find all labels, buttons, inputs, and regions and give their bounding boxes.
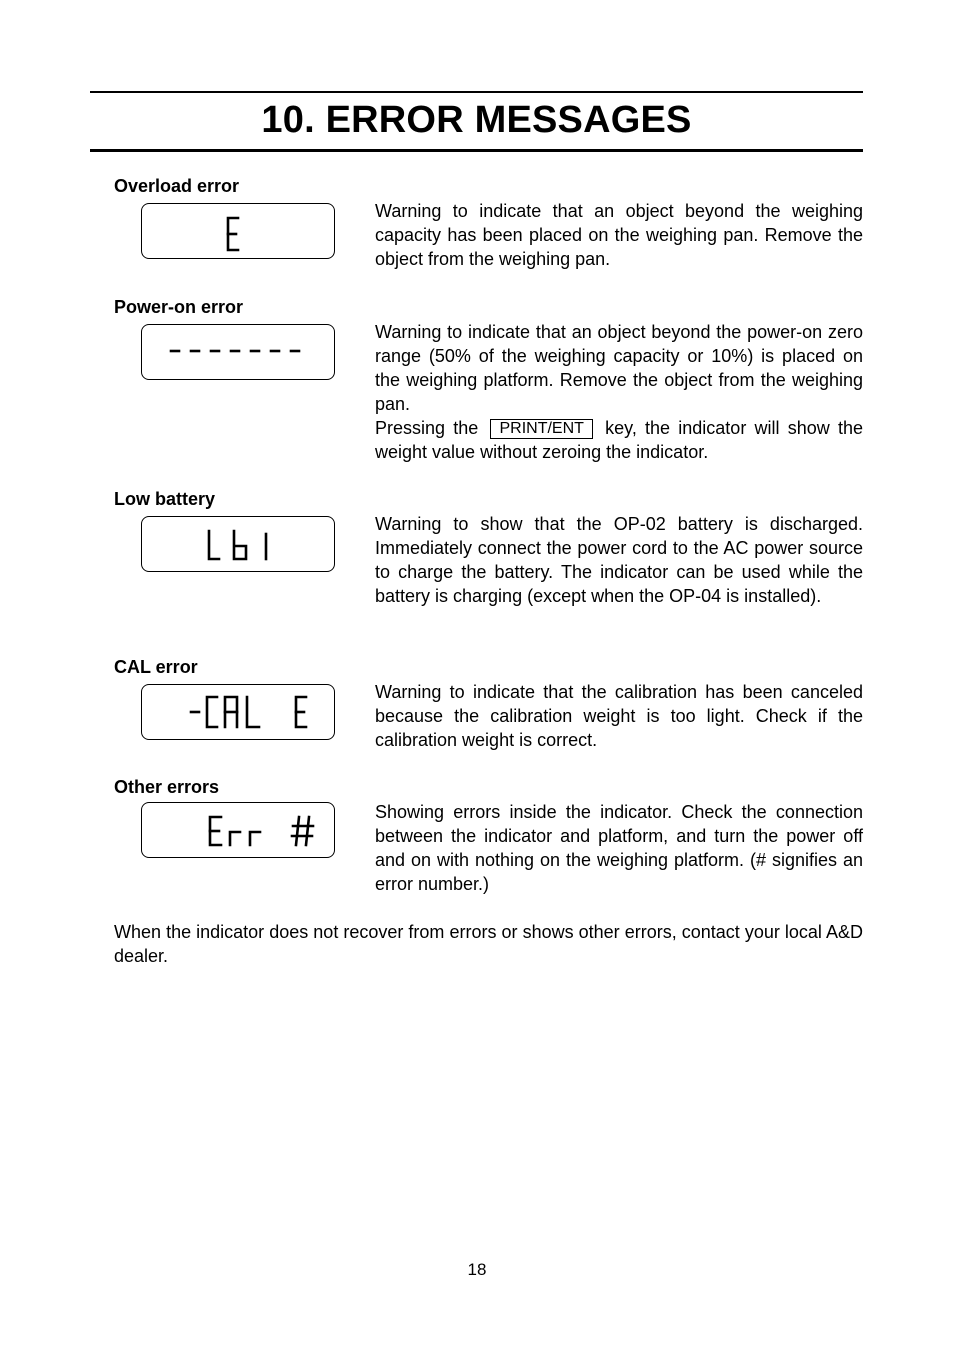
overload-error-label: Overload error xyxy=(114,176,240,196)
overload-error-display-glyphs xyxy=(142,204,334,258)
page-number: 18 xyxy=(467,1260,487,1279)
other-errors-display xyxy=(141,802,335,858)
power-on-error-display xyxy=(141,324,335,380)
key-note-after: key, the indicator will show the weight value without zeroing the indicator. xyxy=(375,418,863,462)
cal-error-display xyxy=(141,684,335,740)
other-errors-label: Other errors xyxy=(114,777,220,797)
overload-error-display xyxy=(141,203,335,259)
low-battery-label: Low battery xyxy=(114,489,216,509)
footer-note: When the indicator does not recover from errors or shows other errors, contact your local A&D dealer. xyxy=(114,922,863,966)
other-errors-text: Showing errors inside the indicator. Check the connection between the indicator and platform, and turn the power off and on with nothing on the weighing platform. (# signifies an error number.) xyxy=(375,802,863,894)
other-errors-description xyxy=(375,800,863,896)
cal-error-description xyxy=(375,680,863,752)
power-on-error-label: Power-on error xyxy=(114,297,244,317)
cal-error-display-glyphs xyxy=(142,685,334,739)
power-on-error-description xyxy=(375,320,863,464)
cal-error-text: Warning to indicate that the calibration has been canceled because the calibration weight is too light. Check if the calibration weight is correct. xyxy=(375,682,863,750)
low-battery-display xyxy=(141,516,335,572)
low-battery-text: Warning to show that the OP-02 battery is discharged. Immediately connect the power cord to the AC power source to charge the battery. The indicator can be used while the battery is charging (except when the OP-04 is installed). xyxy=(375,514,863,606)
page-title: 10. ERROR MESSAGES xyxy=(261,99,692,141)
power-on-error-display-glyphs xyxy=(142,325,334,379)
cal-error-label: CAL error xyxy=(114,657,198,677)
low-battery-display-glyphs xyxy=(142,517,334,571)
low-battery-description xyxy=(375,512,863,608)
print-ent-key: PRINT/ENT xyxy=(490,419,592,439)
key-note-before: Pressing the xyxy=(375,418,479,438)
overload-error-text: Warning to indicate that an object beyond the weighing capacity has been placed on the weighing pan. Remove the object from the weighing pan. xyxy=(375,201,863,269)
power-on-error-text: Warning to indicate that an object beyond the power-on zero range (50% of the weighing capacity or 10%) is placed on the weighing platform. Remove the object from the weighing pan. xyxy=(375,322,863,414)
power-on-error-key-note xyxy=(375,416,863,464)
overload-error-description xyxy=(375,199,863,271)
title-bar xyxy=(90,91,863,152)
other-errors-display-glyphs xyxy=(142,803,334,857)
